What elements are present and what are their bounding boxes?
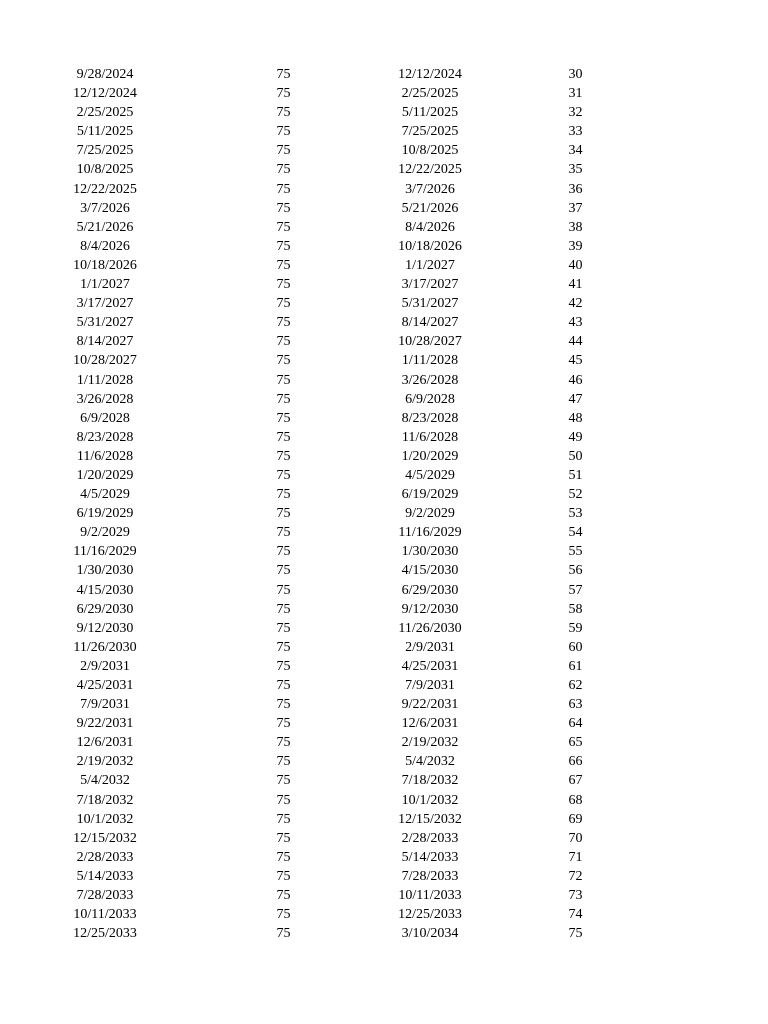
table-row <box>0 237 648 256</box>
days-cell: 75 <box>276 334 291 350</box>
days-cell: 75 <box>276 754 291 770</box>
table-row <box>0 561 648 580</box>
table-row <box>0 733 648 752</box>
period-number-cell: 38 <box>568 219 583 235</box>
table-row <box>0 771 648 790</box>
start-date-cell: 10/11/2033 <box>73 907 137 923</box>
start-date-cell: 9/28/2024 <box>76 67 134 82</box>
table-row <box>0 428 648 447</box>
start-date-cell: 12/12/2024 <box>73 86 137 102</box>
days-cell: 75 <box>276 200 291 216</box>
days-cell: 75 <box>276 716 291 732</box>
end-date-cell: 5/21/2026 <box>401 200 459 216</box>
table-row <box>0 294 648 313</box>
period-number-cell: 64 <box>568 716 583 732</box>
start-date-cell: 1/20/2029 <box>76 467 134 483</box>
period-number-cell: 36 <box>568 181 583 197</box>
days-cell: 75 <box>276 315 291 331</box>
end-date-cell: 3/7/2026 <box>405 181 455 197</box>
period-number-cell: 31 <box>568 86 583 102</box>
period-number-cell: 46 <box>568 372 583 388</box>
start-date-cell: 3/7/2026 <box>80 200 130 216</box>
days-cell: 75 <box>276 257 291 273</box>
days-cell: 75 <box>276 143 291 159</box>
end-date-cell: 12/22/2025 <box>398 162 462 178</box>
table-row <box>0 638 648 657</box>
start-date-cell: 11/16/2029 <box>73 544 137 560</box>
end-date-cell: 6/9/2028 <box>405 391 455 407</box>
end-date-cell: 1/20/2029 <box>401 448 459 464</box>
days-cell: 75 <box>276 678 291 693</box>
period-number-cell: 66 <box>568 754 583 770</box>
start-date-cell: 3/26/2028 <box>76 391 134 407</box>
start-date-cell: 10/8/2025 <box>76 162 134 178</box>
period-number-cell: 57 <box>568 582 583 598</box>
period-number-cell: 30 <box>568 67 583 82</box>
days-cell: 75 <box>276 487 291 503</box>
end-date-cell: 12/15/2032 <box>398 811 462 827</box>
days-cell: 75 <box>276 563 291 579</box>
days-cell: 75 <box>276 525 291 541</box>
days-cell: 75 <box>276 296 291 312</box>
start-date-cell: 9/2/2029 <box>80 525 130 541</box>
start-date-cell: 2/9/2031 <box>80 658 130 674</box>
start-date-cell: 5/21/2026 <box>76 219 134 235</box>
period-number-cell: 72 <box>568 868 583 884</box>
end-date-cell: 6/19/2029 <box>401 487 459 503</box>
end-date-cell: 7/28/2033 <box>401 868 459 884</box>
table-row <box>0 390 648 409</box>
start-date-cell: 12/22/2025 <box>73 181 137 197</box>
table-row <box>0 65 648 84</box>
start-date-cell: 11/6/2028 <box>76 448 134 464</box>
period-number-cell: 51 <box>568 467 583 483</box>
table-row <box>0 848 648 867</box>
days-cell: 75 <box>276 391 291 407</box>
period-number-cell: 32 <box>568 105 583 121</box>
table-row <box>0 332 648 351</box>
table-row <box>0 810 648 829</box>
end-date-cell: 10/1/2032 <box>401 792 459 808</box>
days-cell: 75 <box>276 181 291 197</box>
start-date-cell: 5/31/2027 <box>76 315 134 331</box>
period-number-cell: 42 <box>568 296 583 312</box>
start-date-cell: 12/6/2031 <box>76 735 134 751</box>
period-number-cell: 62 <box>568 678 583 693</box>
period-number-cell: 35 <box>568 162 583 178</box>
end-date-cell: 4/25/2031 <box>401 658 459 674</box>
start-date-cell: 4/5/2029 <box>80 487 130 503</box>
start-date-cell: 6/29/2030 <box>76 601 134 617</box>
start-date-cell: 10/28/2027 <box>73 353 137 369</box>
start-date-cell: 6/9/2028 <box>80 410 130 426</box>
period-number-cell: 58 <box>568 601 583 617</box>
table-row <box>0 485 648 504</box>
start-date-cell: 10/18/2026 <box>73 257 137 273</box>
period-number-cell: 55 <box>568 544 583 560</box>
period-number-cell: 59 <box>568 620 583 636</box>
days-cell: 75 <box>276 467 291 483</box>
start-date-cell: 4/25/2031 <box>76 678 134 693</box>
end-date-cell: 8/14/2027 <box>401 315 459 331</box>
table-row <box>0 160 648 179</box>
table-row <box>0 752 648 771</box>
start-date-cell: 1/1/2027 <box>80 277 130 293</box>
start-date-cell: 6/19/2029 <box>76 506 134 522</box>
end-date-cell: 2/25/2025 <box>401 86 459 102</box>
table-row <box>0 103 648 122</box>
days-cell: 75 <box>276 582 291 598</box>
end-date-cell: 12/25/2033 <box>398 907 462 923</box>
start-date-cell: 8/4/2026 <box>80 238 130 254</box>
end-date-cell: 2/9/2031 <box>405 639 455 655</box>
start-date-cell: 4/15/2030 <box>76 582 134 598</box>
end-date-cell: 9/12/2030 <box>401 601 459 617</box>
table-row <box>0 256 648 275</box>
table-row <box>0 791 648 810</box>
days-cell: 75 <box>276 544 291 560</box>
days-cell: 75 <box>276 620 291 636</box>
start-date-cell: 7/9/2031 <box>80 697 130 713</box>
days-cell: 75 <box>276 811 291 827</box>
days-cell: 75 <box>276 849 291 865</box>
table-row <box>0 886 648 905</box>
end-date-cell: 1/1/2027 <box>405 257 455 273</box>
period-number-cell: 48 <box>568 410 583 426</box>
days-cell: 75 <box>276 888 291 904</box>
start-date-cell: 12/25/2033 <box>73 926 137 942</box>
period-number-cell: 40 <box>568 257 583 273</box>
start-date-cell: 7/18/2032 <box>76 792 134 808</box>
end-date-cell: 8/23/2028 <box>401 410 459 426</box>
period-number-cell: 63 <box>568 697 583 713</box>
table-row <box>0 351 648 370</box>
days-cell: 75 <box>276 448 291 464</box>
period-number-cell: 65 <box>568 735 583 751</box>
period-number-cell: 53 <box>568 506 583 522</box>
days-cell: 75 <box>276 277 291 293</box>
period-number-cell: 67 <box>568 773 583 789</box>
end-date-cell: 10/11/2033 <box>398 888 462 904</box>
end-date-cell: 5/14/2033 <box>401 849 459 865</box>
start-date-cell: 7/25/2025 <box>76 143 134 159</box>
period-number-cell: 49 <box>568 429 583 445</box>
days-cell: 75 <box>276 926 291 942</box>
days-cell: 75 <box>276 639 291 655</box>
days-cell: 75 <box>276 868 291 884</box>
table-row <box>0 199 648 218</box>
table-row <box>0 657 648 676</box>
end-date-cell: 5/31/2027 <box>401 296 459 312</box>
schedule-table-body <box>0 65 648 943</box>
end-date-cell: 5/4/2032 <box>405 754 455 770</box>
end-date-cell: 3/26/2028 <box>401 372 459 388</box>
table-row <box>0 218 648 237</box>
start-date-cell: 2/19/2032 <box>76 754 134 770</box>
table-row <box>0 523 648 542</box>
period-number-cell: 45 <box>568 353 583 369</box>
period-number-cell: 43 <box>568 315 583 331</box>
end-date-cell: 2/19/2032 <box>401 735 459 751</box>
table-row <box>0 619 648 638</box>
period-number-cell: 52 <box>568 487 583 503</box>
table-row <box>0 141 648 160</box>
table-row <box>0 504 648 523</box>
days-cell: 75 <box>276 506 291 522</box>
table-row <box>0 275 648 294</box>
table-row <box>0 371 648 390</box>
table-row <box>0 867 648 886</box>
end-date-cell: 11/6/2028 <box>401 429 459 445</box>
end-date-cell: 9/22/2031 <box>401 697 459 713</box>
days-cell: 75 <box>276 67 291 82</box>
end-date-cell: 12/12/2024 <box>398 67 462 82</box>
start-date-cell: 1/11/2028 <box>76 372 134 388</box>
start-date-cell: 2/25/2025 <box>76 105 134 121</box>
days-cell: 75 <box>276 238 291 254</box>
days-cell: 75 <box>276 124 291 140</box>
table-row <box>0 714 648 733</box>
start-date-cell: 3/17/2027 <box>76 296 134 312</box>
end-date-cell: 4/15/2030 <box>401 563 459 579</box>
start-date-cell: 5/11/2025 <box>76 124 134 140</box>
days-cell: 75 <box>276 353 291 369</box>
period-number-cell: 70 <box>568 830 583 846</box>
table-row <box>0 313 648 332</box>
end-date-cell: 1/11/2028 <box>401 353 459 369</box>
start-date-cell: 2/28/2033 <box>76 849 134 865</box>
days-cell: 75 <box>276 601 291 617</box>
period-number-cell: 44 <box>568 334 583 350</box>
table-row <box>0 542 648 561</box>
start-date-cell: 8/23/2028 <box>76 429 134 445</box>
period-number-cell: 69 <box>568 811 583 827</box>
start-date-cell: 9/12/2030 <box>76 620 134 636</box>
table-row <box>0 466 648 485</box>
period-number-cell: 74 <box>568 907 583 923</box>
period-number-cell: 34 <box>568 143 583 159</box>
period-number-cell: 41 <box>568 277 583 293</box>
start-date-cell: 8/14/2027 <box>76 334 134 350</box>
table-row <box>0 581 648 600</box>
table-row <box>0 924 648 943</box>
period-number-cell: 68 <box>568 792 583 808</box>
start-date-cell: 1/30/2030 <box>76 563 134 579</box>
table-row <box>0 676 648 695</box>
start-date-cell: 11/26/2030 <box>73 639 137 655</box>
days-cell: 75 <box>276 219 291 235</box>
days-cell: 75 <box>276 773 291 789</box>
period-number-cell: 47 <box>568 391 583 407</box>
end-date-cell: 9/2/2029 <box>405 506 455 522</box>
end-date-cell: 12/6/2031 <box>401 716 459 732</box>
period-number-cell: 60 <box>568 639 583 655</box>
table-row <box>0 829 648 848</box>
end-date-cell: 1/30/2030 <box>401 544 459 560</box>
period-number-cell: 54 <box>568 525 583 541</box>
table-row <box>0 409 648 428</box>
period-number-cell: 75 <box>568 926 583 942</box>
start-date-cell: 12/15/2032 <box>73 830 137 846</box>
end-date-cell: 10/18/2026 <box>398 238 462 254</box>
days-cell: 75 <box>276 735 291 751</box>
end-date-cell: 7/18/2032 <box>401 773 459 789</box>
period-number-cell: 33 <box>568 124 583 140</box>
period-number-cell: 50 <box>568 448 583 464</box>
end-date-cell: 2/28/2033 <box>401 830 459 846</box>
end-date-cell: 11/16/2029 <box>398 525 462 541</box>
days-cell: 75 <box>276 907 291 923</box>
days-cell: 75 <box>276 105 291 121</box>
table-row <box>0 447 648 466</box>
days-cell: 75 <box>276 162 291 178</box>
end-date-cell: 8/4/2026 <box>405 219 455 235</box>
schedule-table <box>0 65 648 943</box>
table-row <box>0 180 648 199</box>
end-date-cell: 11/26/2030 <box>398 620 462 636</box>
days-cell: 75 <box>276 830 291 846</box>
start-date-cell: 10/1/2032 <box>76 811 134 827</box>
start-date-cell: 5/14/2033 <box>76 868 134 884</box>
days-cell: 75 <box>276 658 291 674</box>
days-cell: 75 <box>276 86 291 102</box>
table-row <box>0 695 648 714</box>
period-number-cell: 71 <box>568 849 583 865</box>
table-row <box>0 84 648 103</box>
end-date-cell: 5/11/2025 <box>401 105 459 121</box>
table-row <box>0 600 648 619</box>
days-cell: 75 <box>276 697 291 713</box>
start-date-cell: 9/22/2031 <box>76 716 134 732</box>
end-date-cell: 7/9/2031 <box>405 678 455 693</box>
days-cell: 75 <box>276 429 291 445</box>
table-row <box>0 122 648 141</box>
end-date-cell: 7/25/2025 <box>401 124 459 140</box>
days-cell: 75 <box>276 372 291 388</box>
end-date-cell: 10/8/2025 <box>401 143 459 159</box>
days-cell: 75 <box>276 410 291 426</box>
days-cell: 75 <box>276 792 291 808</box>
end-date-cell: 6/29/2030 <box>401 582 459 598</box>
end-date-cell: 3/10/2034 <box>401 926 459 942</box>
period-number-cell: 39 <box>568 238 583 254</box>
period-number-cell: 61 <box>568 658 583 674</box>
period-number-cell: 37 <box>568 200 583 216</box>
start-date-cell: 5/4/2032 <box>80 773 130 789</box>
end-date-cell: 10/28/2027 <box>398 334 462 350</box>
period-number-cell: 73 <box>568 888 583 904</box>
table-row <box>0 905 648 924</box>
start-date-cell: 7/28/2033 <box>76 888 134 904</box>
period-number-cell: 56 <box>568 563 583 579</box>
end-date-cell: 3/17/2027 <box>401 277 459 293</box>
end-date-cell: 4/5/2029 <box>405 467 455 483</box>
